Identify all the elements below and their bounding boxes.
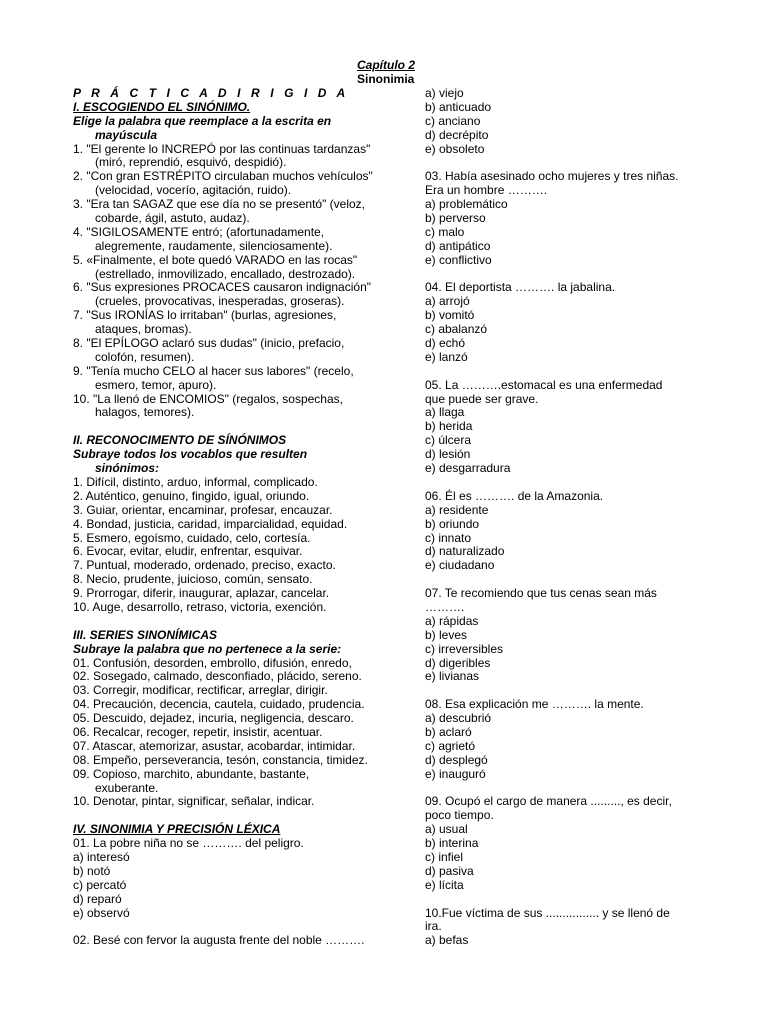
s4-option: c) percató bbox=[73, 877, 127, 892]
spacer bbox=[425, 684, 725, 698]
spacer bbox=[425, 782, 725, 796]
s3-item: 07. Atascar, atemorizar, asustar, acobardar, intimidar. bbox=[73, 738, 356, 753]
left-column bbox=[73, 87, 403, 948]
q9-option: e) lícita bbox=[425, 877, 464, 892]
s4-option: b) notó bbox=[73, 863, 111, 878]
q10-option: a) befas bbox=[425, 933, 469, 948]
s1-item: 9. "Tenía mucho CELO al hacer sus labores" (recelo, bbox=[73, 363, 354, 378]
s1-item-cont: halagos, temores). bbox=[95, 405, 195, 420]
s3-item: 04. Precaución, decencia, cautela, cuidado, prudencia. bbox=[73, 697, 365, 712]
s1-item: 8. "El EPÍLOGO aclaró sus dudas" (inicio, prefacio, bbox=[73, 336, 345, 351]
s1-item: 4. "SIGILOSAMENTE entró; (afortunadamente, bbox=[73, 224, 325, 239]
q7-option: a) rápidas bbox=[425, 613, 479, 628]
s1-item-cont: (estrellado, inmovilizado, encallado, destrozado). bbox=[95, 266, 356, 281]
q5-option: a) llaga bbox=[425, 405, 465, 420]
q9-option: c) infiel bbox=[425, 849, 464, 864]
s3-item: 02. Sosegado, calmado, desconfiado, plácido, sereno. bbox=[73, 669, 362, 684]
s1-item-cont: (velocidad, vocerío, agitación, ruido). bbox=[95, 183, 292, 198]
question-05: 05. La ……….estomacal es una enfermedad bbox=[425, 377, 663, 392]
s1-item: 3. "Era tan SAGAZ que ese día no se presentó" (veloz, bbox=[73, 197, 366, 212]
s3-item: 06. Recalcar, recoger, repetir, insistir, acentuar. bbox=[73, 724, 323, 739]
s2-item: 5. Esmero, egoísmo, cuidado, celo, cortesía. bbox=[73, 530, 311, 545]
question-09: 09. Ocupó el cargo de manera ........., es decir, bbox=[425, 794, 672, 809]
q6-option: e) ciudadano bbox=[425, 558, 495, 573]
s1-item: 7. "Sus IRONÍAS lo irritaban" (burlas, agresiones, bbox=[73, 308, 337, 323]
s2-item: 6. Evocar, evitar, eludir, enfrentar, esquivar. bbox=[73, 544, 303, 559]
s2-item: 4. Bondad, justicia, caridad, imparcialidad, equidad. bbox=[73, 516, 348, 531]
option-d: d) decrépito bbox=[425, 127, 489, 142]
question-10: 10.Fue víctima de sus ................ y se llenó de bbox=[425, 905, 670, 920]
q6-option: a) residente bbox=[425, 502, 489, 517]
spacer bbox=[73, 615, 403, 629]
spacer bbox=[425, 365, 725, 379]
q4-option: e) lanzó bbox=[425, 349, 468, 364]
s2-item: 8. Necio, prudente, juicioso, común, sensato. bbox=[73, 572, 313, 587]
s2-item: 2. Auténtico, genuino, fingido, igual, oriundo. bbox=[73, 488, 310, 503]
q8-option: c) agrietó bbox=[425, 738, 476, 753]
s1-item: 2. "Con gran ESTRÉPITO circulaban muchos vehículos" bbox=[73, 169, 373, 184]
q6-option: d) naturalizado bbox=[425, 544, 505, 559]
chapter-heading: Capítulo 2 bbox=[357, 58, 416, 72]
q8-option: e) inauguró bbox=[425, 766, 486, 781]
question-04: 04. El deportista ………. la jabalina. bbox=[425, 280, 616, 295]
s4-question: 01. La pobre niña no se ………. del peligro. bbox=[73, 836, 304, 851]
s1-item-cont: (miró, reprendió, esquivó, despidió). bbox=[95, 155, 287, 170]
s4-option: d) reparó bbox=[73, 891, 122, 906]
q7-option: d) digeribles bbox=[425, 655, 491, 670]
question-07-cont: ………. bbox=[425, 599, 465, 614]
spacer bbox=[425, 476, 725, 490]
s2-item: 10. Auge, desarrollo, retraso, victoria, exención. bbox=[73, 599, 327, 614]
q5-option: d) lesión bbox=[425, 447, 471, 462]
s3-item: 09. Copioso, marchito, abundante, bastante, bbox=[73, 766, 310, 781]
q4-option: d) echó bbox=[425, 336, 466, 351]
question-07: 07. Te recomiendo que tus cenas sean más bbox=[425, 586, 657, 601]
s1-item-cont: ataques, bromas). bbox=[95, 322, 192, 337]
q9-option: b) interina bbox=[425, 836, 479, 851]
q9-option: a) usual bbox=[425, 822, 468, 837]
option-e: e) obsoleto bbox=[425, 141, 485, 156]
question-08: 08. Esa explicación me ………. la mente. bbox=[425, 697, 644, 712]
s2-item: 9. Prorrogar, diferir, inaugurar, aplazar, cancelar. bbox=[73, 586, 330, 601]
section-3-title: III. SERIES SINONÍMICAS bbox=[73, 627, 218, 642]
question-06: 06. Él es ………. de la Amazonia. bbox=[425, 488, 604, 503]
q9-option: d) pasiva bbox=[425, 863, 474, 878]
practice-banner: P R Á C T I C A D I R I G I D A bbox=[73, 86, 349, 100]
s4-option: e) observó bbox=[73, 905, 130, 920]
q8-option: a) descubrió bbox=[425, 711, 492, 726]
s1-item: 1. "El gerente lo INCREPÓ por las continuas tardanzas" bbox=[73, 141, 371, 156]
right-column bbox=[425, 87, 725, 948]
q5-option: e) desgarradura bbox=[425, 461, 511, 476]
spacer bbox=[73, 920, 403, 934]
q4-option: b) vomitó bbox=[425, 308, 475, 323]
q8-option: b) aclaró bbox=[425, 724, 472, 739]
section-4-title: IV. SINONIMIA Y PRECISIÓN LÉXICA bbox=[73, 822, 281, 837]
q3-option: e) conflictivo bbox=[425, 252, 492, 267]
s1-item-cont: colofón, resumen). bbox=[95, 349, 195, 364]
spacer bbox=[425, 156, 725, 170]
spacer bbox=[425, 268, 725, 282]
question-10-cont: ira. bbox=[425, 919, 442, 934]
q3-option: a) problemático bbox=[425, 197, 508, 212]
q5-option: b) herida bbox=[425, 419, 473, 434]
q3-option: d) antipático bbox=[425, 238, 491, 253]
s1-item-cont: alegremente, raudamente, silenciosamente). bbox=[95, 238, 333, 253]
s3-item: 05. Descuido, dejadez, incuria, negligencia, descaro. bbox=[73, 711, 354, 726]
option-a: a) viejo bbox=[425, 86, 464, 100]
q6-option: c) innato bbox=[425, 530, 472, 545]
q4-option: a) arrojó bbox=[425, 294, 470, 309]
q7-option: e) livianas bbox=[425, 669, 480, 684]
s2-item: 3. Guiar, orientar, encaminar, profesar, encauzar. bbox=[73, 502, 333, 517]
s4-option: a) interesó bbox=[73, 849, 130, 864]
section-1-instruction: Elige la palabra que reemplace a la escrita en bbox=[73, 113, 332, 128]
question-05-cont: que puede ser grave. bbox=[425, 391, 539, 406]
s3-item: 01. Confusión, desorden, embrollo, difusión, enredo, bbox=[73, 655, 352, 670]
q4-option: c) abalanzó bbox=[425, 322, 488, 337]
option-b: b) anticuado bbox=[425, 99, 492, 114]
question-03: 03. Había asesinado ocho mujeres y tres niñas. bbox=[425, 169, 679, 184]
s1-item: 10. "La llenó de ENCOMIOS" (regalos, sospechas, bbox=[73, 391, 343, 406]
s1-item: 5. «Finalmente, el bote quedó VARADO en las rocas" bbox=[73, 252, 358, 267]
section-2-instruction-cont: sinónimos: bbox=[95, 461, 160, 476]
section-1-instruction-cont: mayúscula bbox=[95, 127, 158, 142]
spacer bbox=[425, 893, 725, 907]
q5-option: c) úlcera bbox=[425, 433, 472, 448]
question-03-cont: Era un hombre ………. bbox=[425, 183, 548, 198]
topic-heading: Sinonimia bbox=[357, 72, 415, 86]
s2-item: 1. Difícil, distinto, arduo, informal, complicado. bbox=[73, 474, 318, 489]
s4-question: 02. Besé con fervor la augusta frente del noble ………. bbox=[73, 933, 365, 948]
s1-item-cont: esmero, temor, apuro). bbox=[95, 377, 217, 392]
s3-item: 03. Corregir, modificar, rectificar, arreglar, dirigir. bbox=[73, 683, 328, 698]
q3-option: b) perverso bbox=[425, 211, 486, 226]
q7-option: c) irreversibles bbox=[425, 641, 504, 656]
section-3-instruction: Subraye la palabra que no pertenece a la serie: bbox=[73, 641, 342, 656]
s3-item: 10. Denotar, pintar, significar, señalar, indicar. bbox=[73, 794, 315, 809]
q7-option: b) leves bbox=[425, 627, 468, 642]
q3-option: c) malo bbox=[425, 224, 465, 239]
spacer bbox=[425, 573, 725, 587]
s2-item: 7. Puntual, moderado, ordenado, preciso, exacto. bbox=[73, 558, 336, 573]
question-09-cont: poco tiempo. bbox=[425, 808, 494, 823]
s1-item-cont: cobarde, ágil, astuto, audaz). bbox=[95, 211, 250, 226]
q6-option: b) oriundo bbox=[425, 516, 480, 531]
section-2-instruction: Subraye todos los vocablos que resulten bbox=[73, 447, 308, 462]
s1-item-cont: (crueles, provocativas, inesperadas, groseras). bbox=[95, 294, 345, 309]
s1-item: 6. "Sus expresiones PROCACES causaron indignación" bbox=[73, 280, 372, 295]
s3-item-cont: exuberante. bbox=[95, 780, 159, 795]
q8-option: d) desplegó bbox=[425, 752, 488, 767]
section-2-title: II. RECONOCIMENTO DE SÍNÓNIMOS bbox=[73, 433, 287, 448]
section-1-title: I. ESCOGIENDO EL SINÓNIMO. bbox=[73, 99, 251, 114]
option-c: c) anciano bbox=[425, 113, 481, 128]
s3-item: 08. Empeño, perseverancia, tesón, constancia, timidez. bbox=[73, 752, 368, 767]
